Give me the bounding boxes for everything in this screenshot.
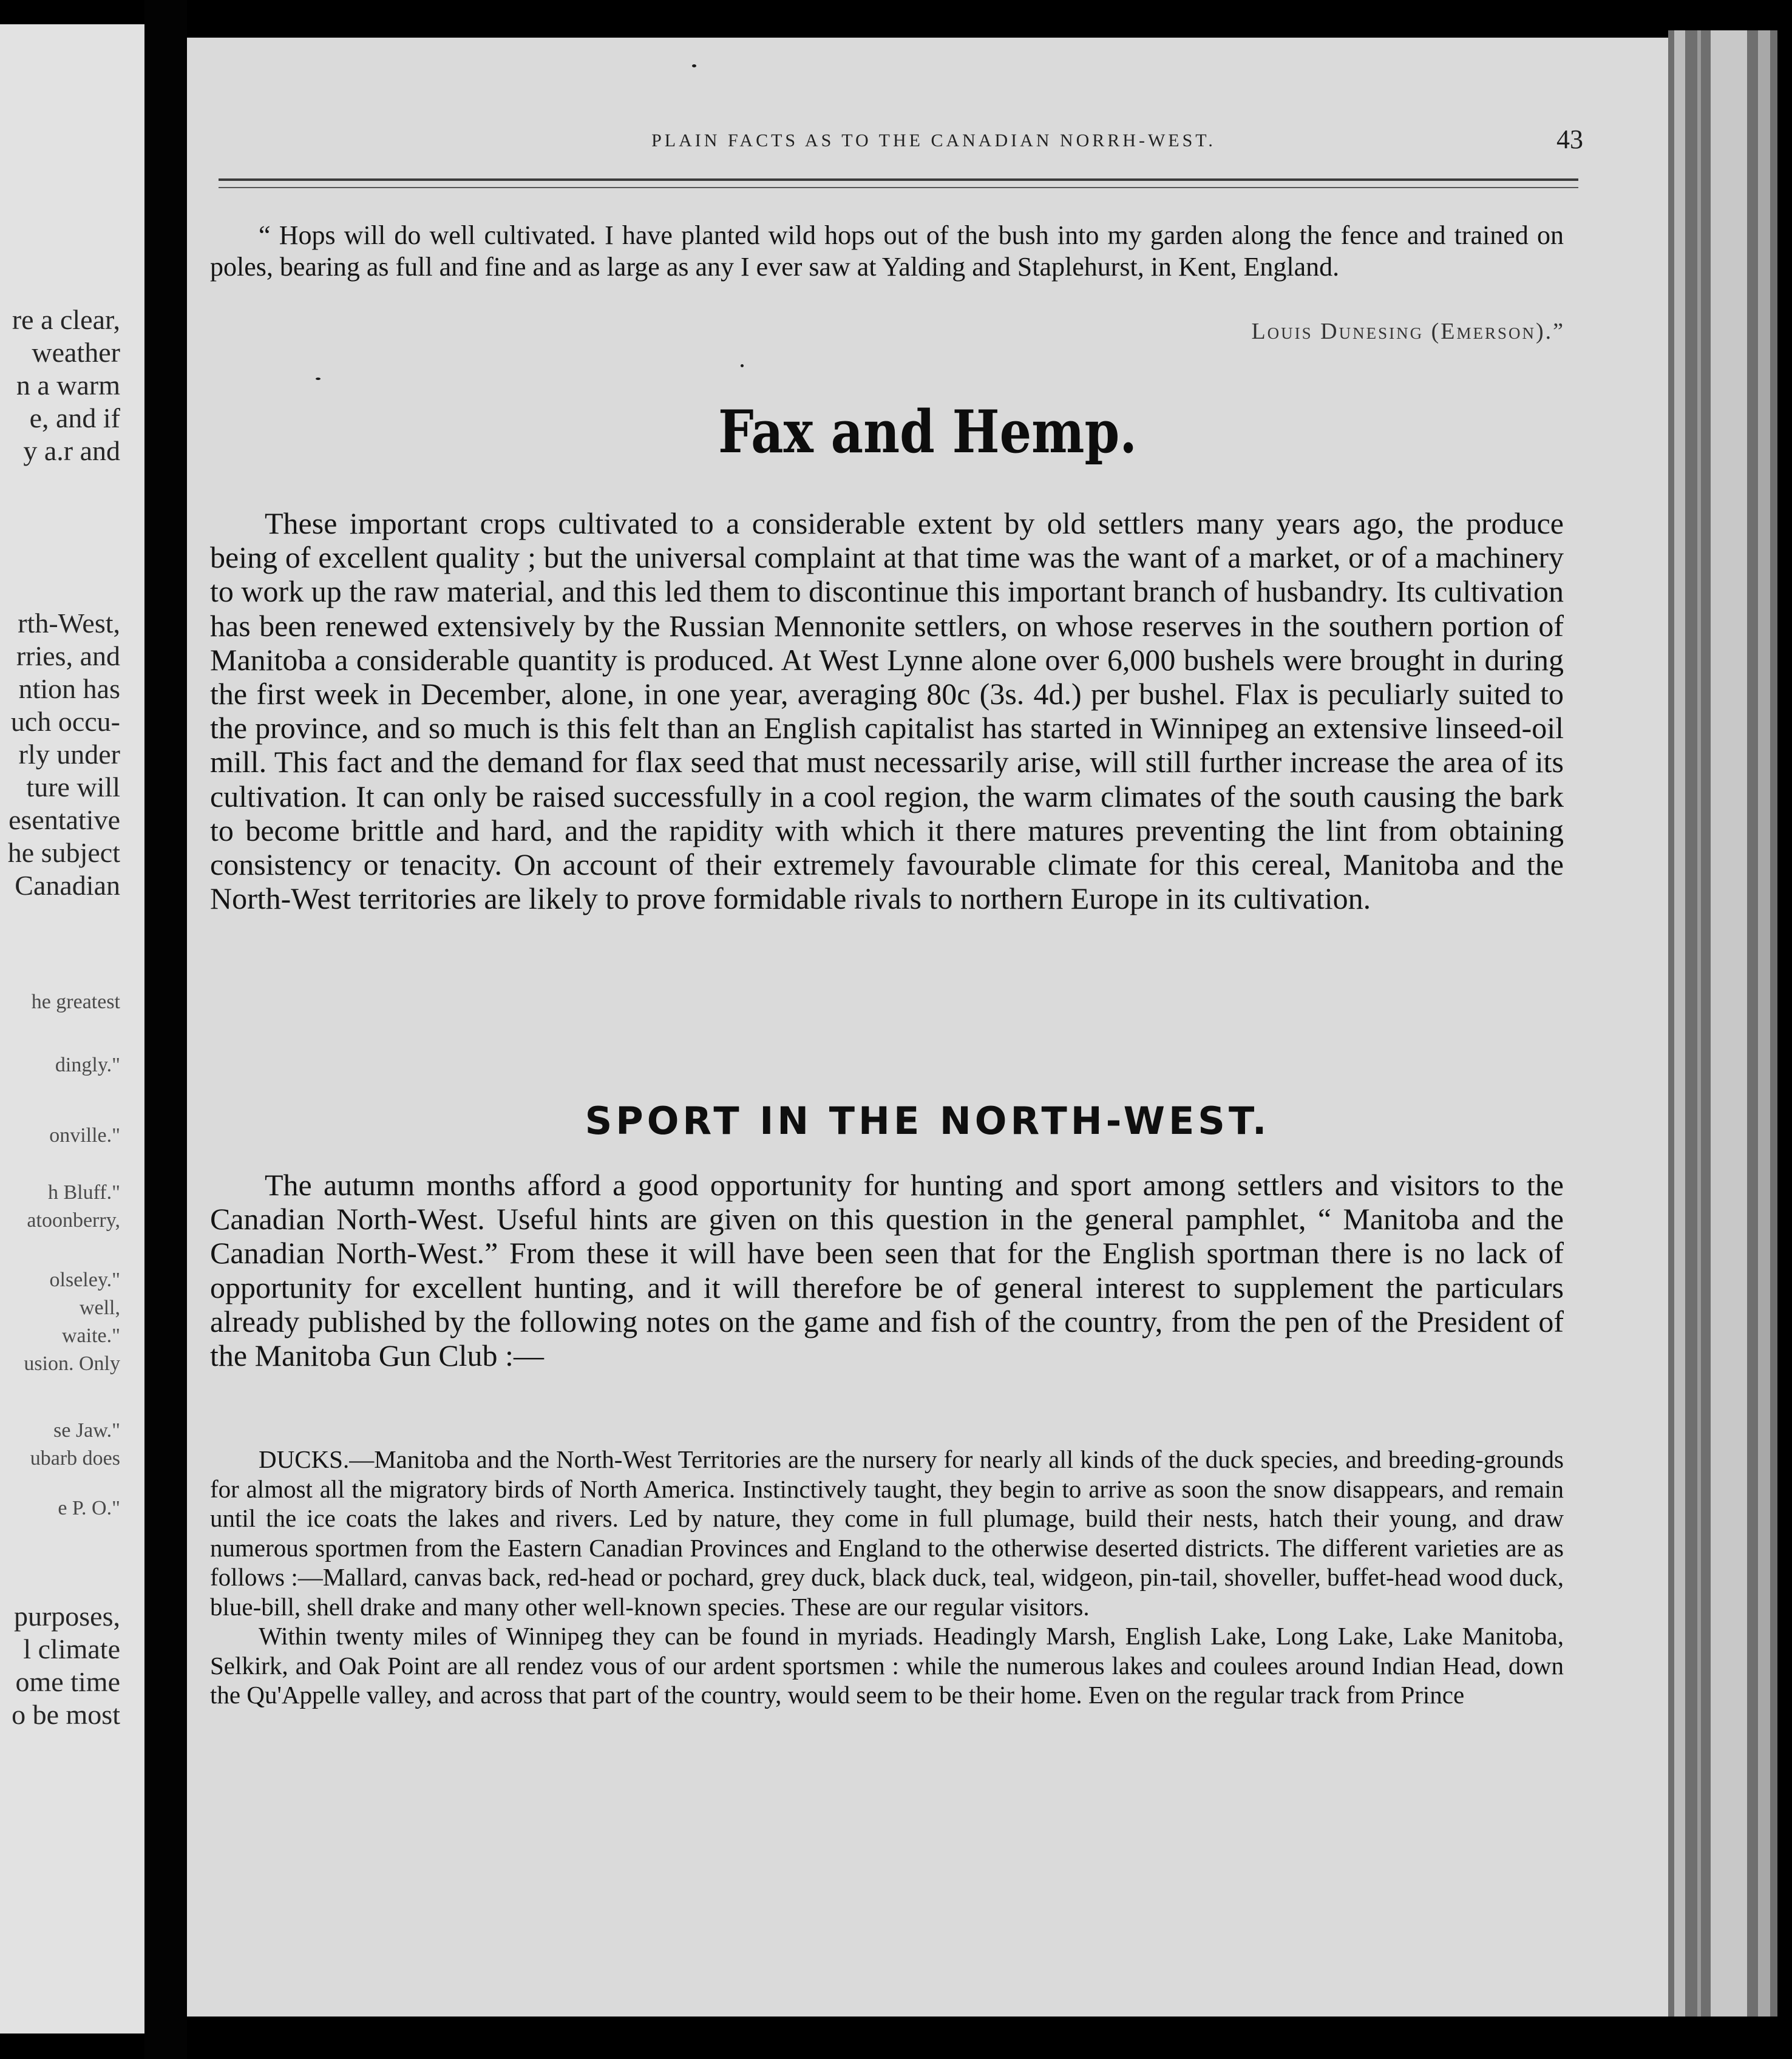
facing-page-text: ntion has bbox=[18, 673, 120, 704]
facing-page-text: Canadian bbox=[15, 870, 120, 901]
book-page bbox=[187, 38, 1668, 2017]
sport-paragraph: The autumn months afford a good opportunity for hunting and sport among settlers and visitors to the Canadian North-West. Useful hints are given on this question in the general pamphlet, “ Manitoba and the Canadian North-West.” From these it will have been seen that for the English sportman there is no lack of opportunity for excellent hunting, and it will therefore be of general interest to supplement the particulars already published by the following notes on the game and fish of the country, from the pen of the President of the Manitoba Gun Club :— bbox=[210, 1168, 1564, 1373]
sport-section-body bbox=[210, 1168, 1564, 1372]
section-title-flax: Fax and Hemp. bbox=[718, 398, 1137, 466]
facing-page-text: purposes, bbox=[13, 1601, 120, 1632]
facing-page-text: re a clear, bbox=[12, 304, 120, 335]
section-title-sport: SPORT IN THE NORTH-WEST. bbox=[585, 1099, 1271, 1143]
quote-text: “ Hops will do well cultivated. I have planted wild hops out of the bush into my garden along the fence and trained on poles, bearing as full and fine and as large as any I ever saw at Yalding and Staplehurst, in Kent, England. bbox=[210, 220, 1564, 282]
facing-page-text: esentative bbox=[8, 804, 120, 835]
facing-page-text: weather bbox=[32, 337, 120, 368]
book-gutter bbox=[144, 0, 187, 2059]
facing-page-text: uch occu- bbox=[10, 706, 120, 737]
facing-page-text: atoonberry, bbox=[27, 1209, 120, 1232]
hops-quote bbox=[210, 220, 1564, 283]
flax-paragraph: These important crops cultivated to a considerable extent by old settlers many years ago, the produce being of excellent quality ; but the universal complaint at that time was the want of a market, or of a machinery to work up the raw material, and this led them to discontinue this important branch of husbandry. Its cultivation has been renewed extensively by the Russian Mennonite settlers, on whose reserves in the southern portion of Manitoba a considerable quantity is produced. At West Lynne alone over 6,000 bushels were brought in during the first week in December, alone, in one year, averaging 80c (3s. 4d.) per bushel. Flax is peculiarly suited to the province, and so much is this felt than an English capitalist has started in Winnipeg an extensive linseed-oil mill. This fact and the demand for flax seed that must necessarily arise, will still further increase the area of its cultivation. It can only be raised successfully in a cool region, the warm climates of the south causing the bark to become brittle and hard, and the rapidity with which it there matures preventing the lint from obtaining consistency or tenacity. On account of their extremely favourable climate for this cereal, Manitoba and the North-West territories are likely to prove formidable rivals to northern Europe in its cultivation. bbox=[210, 506, 1564, 916]
facing-page-text: ome time bbox=[15, 1666, 120, 1697]
facing-page-text: dingly." bbox=[55, 1054, 120, 1076]
facing-page-text: he greatest bbox=[31, 991, 120, 1013]
page-edge-strip bbox=[1697, 30, 1701, 2017]
facing-page-text: rries, and bbox=[16, 640, 120, 671]
facing-page-text: y a.r and bbox=[23, 435, 120, 466]
flax-section-body bbox=[210, 506, 1564, 915]
facing-page-text: usion. Only bbox=[24, 1352, 120, 1375]
facing-page-text: waite." bbox=[61, 1325, 120, 1347]
facing-page-text: onville." bbox=[49, 1124, 120, 1147]
facing-page-text: se Jaw." bbox=[53, 1419, 120, 1442]
print-speck bbox=[741, 364, 744, 367]
facing-page-text: o be most bbox=[12, 1699, 120, 1730]
print-speck bbox=[316, 378, 321, 380]
ducks-paragraph-continued: Within twenty miles of Winnipeg they can be found in myriads. Headingly Marsh, English Lake, Long Lake, Lake Manitoba, Selkirk, and Oak Point are all rendez vous of our ardent sportsmen : while the numerous lakes and coulees around Indian Head, down the Qu'Appelle valley, and across that part of the country, would seem to be their home. Even on the regular track from Prince bbox=[210, 1622, 1564, 1709]
quote-signature: Louis Dunesing (Emerson).” bbox=[1251, 319, 1565, 344]
ducks-paragraph: DUCKS.—Manitoba and the North-West Territories are the nursery for nearly all kinds of the duck species, and breeding-grounds for almost all the migratory birds of North America. Instinctively taught, they begin to arrive as soon the snow disappears, and remain until the ice coats the lakes and rivers. Led by nature, they come in full plumage, build their nests, hatch their young, and draw numerous sportmen from the Eastern Canadian Provinces and England to the otherwise deserted districts. The different varieties are as follows :—Mallard, canvas back, red-head or pochard, grey duck, black duck, teal, widgeon, pin-tail, shoveller, buffet-head wood duck, blue-bill, shell drake and many other well-known species. These are our regular visitors. bbox=[210, 1445, 1564, 1621]
facing-page-fragment bbox=[0, 24, 144, 2034]
page-edge-strip bbox=[1758, 30, 1770, 2017]
facing-page-text: h Bluff." bbox=[47, 1181, 120, 1204]
facing-page-text: rly under bbox=[18, 739, 120, 770]
facing-page-text: ture will bbox=[26, 772, 120, 802]
facing-page-text: rth-West, bbox=[18, 608, 120, 639]
facing-page-text: ubarb does bbox=[30, 1447, 120, 1470]
facing-page-text: n a warm bbox=[16, 370, 120, 401]
facing-page-text: well, bbox=[79, 1297, 120, 1319]
page-edges bbox=[1668, 30, 1777, 2017]
facing-page-text: l climate bbox=[23, 1633, 120, 1664]
header-rule bbox=[219, 178, 1578, 188]
ducks-section bbox=[210, 1445, 1564, 1710]
page-number: 43 bbox=[1556, 124, 1583, 154]
page-edge-strip bbox=[1711, 30, 1747, 2017]
facing-page-text: olseley." bbox=[49, 1269, 120, 1291]
facing-page-text: e, and if bbox=[29, 402, 120, 433]
facing-page-text: e P. O." bbox=[58, 1497, 120, 1519]
page-edge-strip bbox=[1674, 30, 1685, 2017]
print-speck bbox=[692, 64, 696, 67]
facing-page-text: he subject bbox=[7, 837, 120, 868]
running-head: PLAIN FACTS AS TO THE CANADIAN NORRH-WEST. bbox=[651, 131, 1216, 151]
